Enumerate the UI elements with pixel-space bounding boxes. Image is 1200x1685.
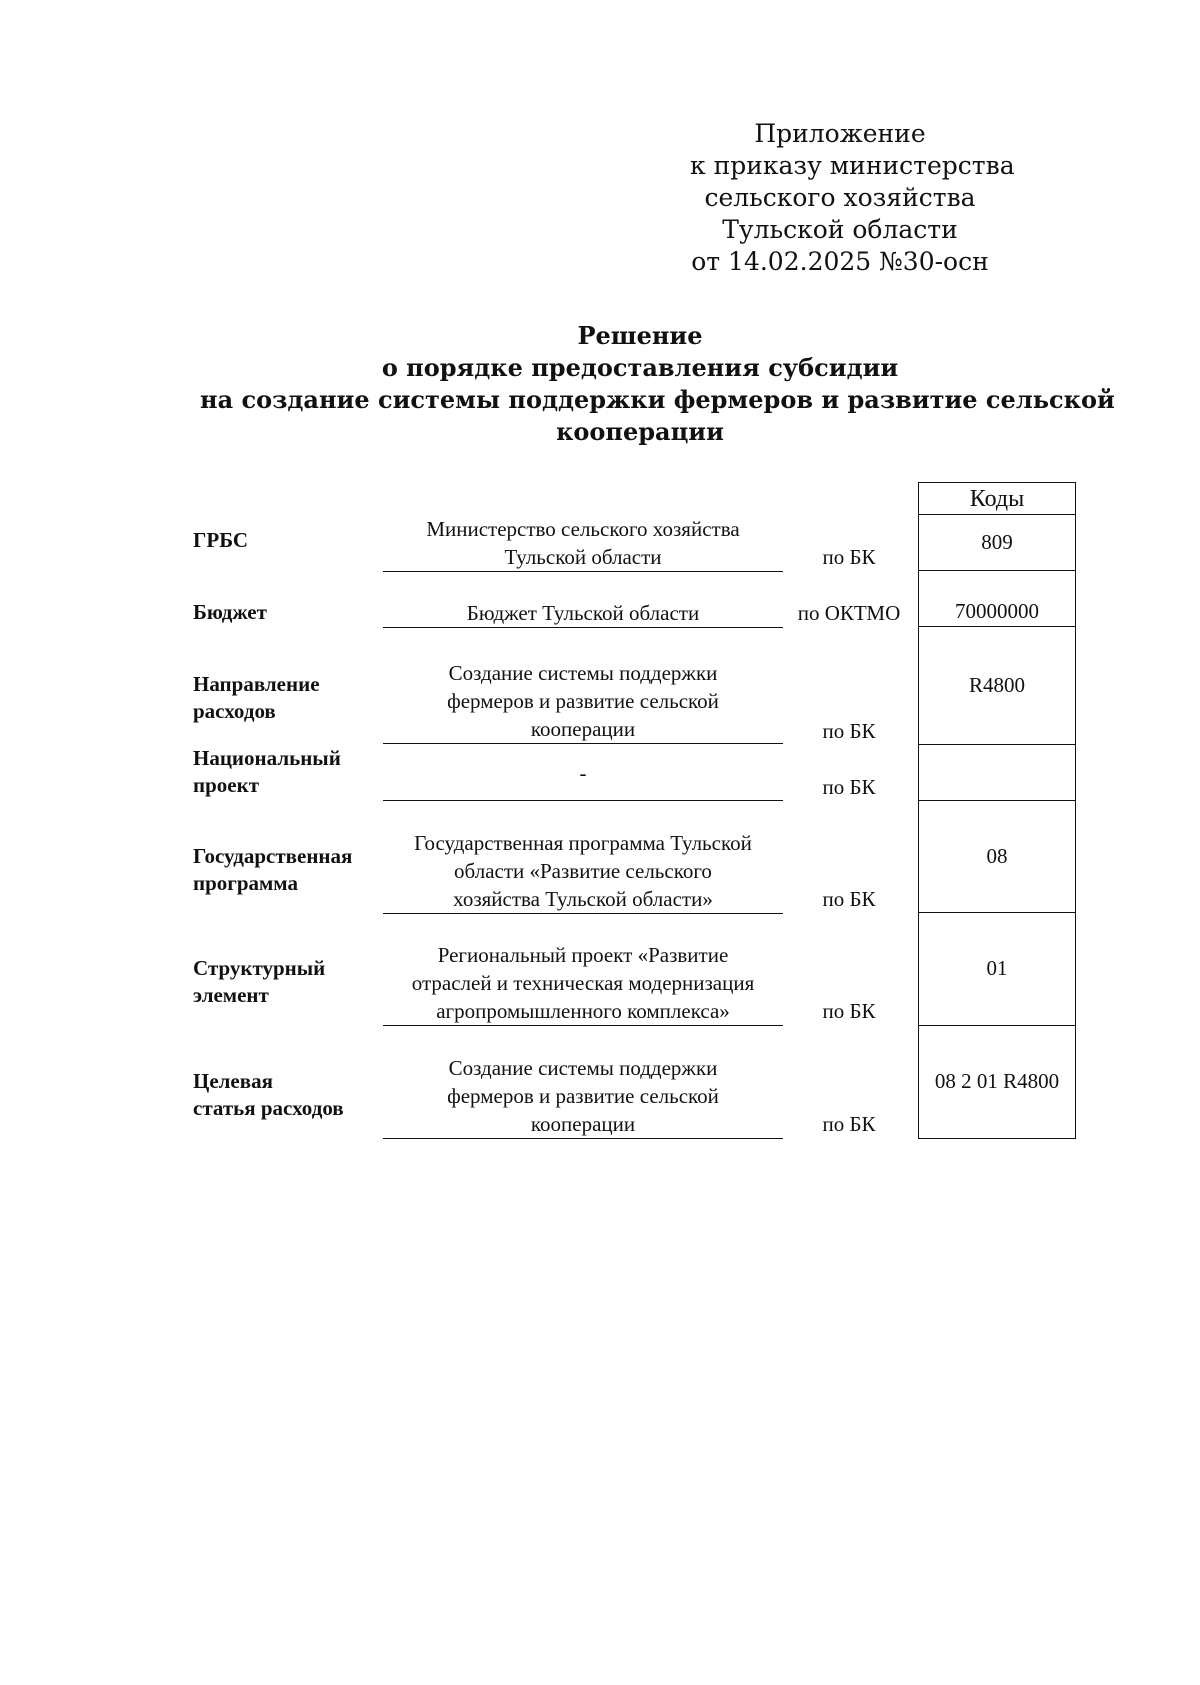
row-classifier: по БК	[822, 545, 876, 569]
row-grbs	[0, 515, 1200, 571]
row-classifier: по БК	[822, 1112, 876, 1136]
row-budget	[0, 571, 1200, 627]
appendix-line: Тульской области	[722, 215, 958, 244]
appendix-line: Приложение	[754, 119, 926, 148]
row-code: 08	[918, 800, 1076, 913]
row-label: Национальный проект	[193, 746, 341, 797]
row-value: Бюджет Тульской области	[383, 599, 783, 628]
row-code: 809	[918, 514, 1076, 571]
title-line: о порядке предоставления субсидии	[381, 353, 899, 382]
row-value: Региональный проект «Развитие отраслей и техническая модернизация агропромышленного комплекса»	[383, 941, 783, 1026]
row-value: Министерство сельского хозяйства Тульской области	[383, 515, 783, 572]
title-line: кооперации	[556, 417, 724, 446]
row-code: 01	[918, 912, 1076, 1026]
row-value: Создание системы поддержки фермеров и развитие сельской кооперации	[383, 1054, 783, 1139]
row-target-article	[0, 1026, 1200, 1139]
appendix-line: сельского хозяйства	[704, 183, 976, 212]
appendix-header	[690, 118, 1015, 278]
title-line: Решение	[577, 321, 703, 350]
row-value: -	[383, 759, 783, 801]
row-label: Направление расходов	[193, 672, 320, 723]
document-title	[200, 320, 1115, 448]
row-label: Государственная программа	[193, 844, 353, 895]
appendix-line: от 14.02.2025 №30-осн	[691, 247, 989, 276]
row-value: Создание системы поддержки фермеров и развитие сельской кооперации	[383, 659, 783, 744]
row-label: Целевая статья расходов	[193, 1069, 344, 1120]
row-code: 08 2 01 R4800	[918, 1025, 1076, 1139]
row-state-program	[0, 801, 1200, 913]
row-national-project	[0, 745, 1200, 801]
row-classifier: по ОКТМО	[797, 601, 901, 625]
row-expense-direction	[0, 627, 1200, 745]
title-line: на создание системы поддержки фермеров и развитие сельской	[200, 385, 1115, 414]
codes-column-header: Коды	[918, 482, 1076, 515]
row-classifier: по БК	[822, 887, 876, 911]
row-classifier: по БК	[822, 719, 876, 743]
row-label: Структурный элемент	[193, 956, 326, 1007]
row-label: ГРБС	[193, 528, 249, 552]
appendix-line: к приказу министерства	[690, 151, 1015, 180]
row-code: 70000000	[918, 570, 1076, 627]
row-classifier: по БК	[822, 999, 876, 1023]
row-value: Государственная программа Тульской области «Развитие сельского хозяйства Тульской области»	[383, 829, 783, 914]
row-code	[918, 744, 1076, 801]
row-code: R4800	[918, 626, 1076, 745]
row-classifier: по БК	[822, 775, 876, 799]
row-label: Бюджет	[193, 600, 267, 624]
row-structural-element	[0, 913, 1200, 1026]
